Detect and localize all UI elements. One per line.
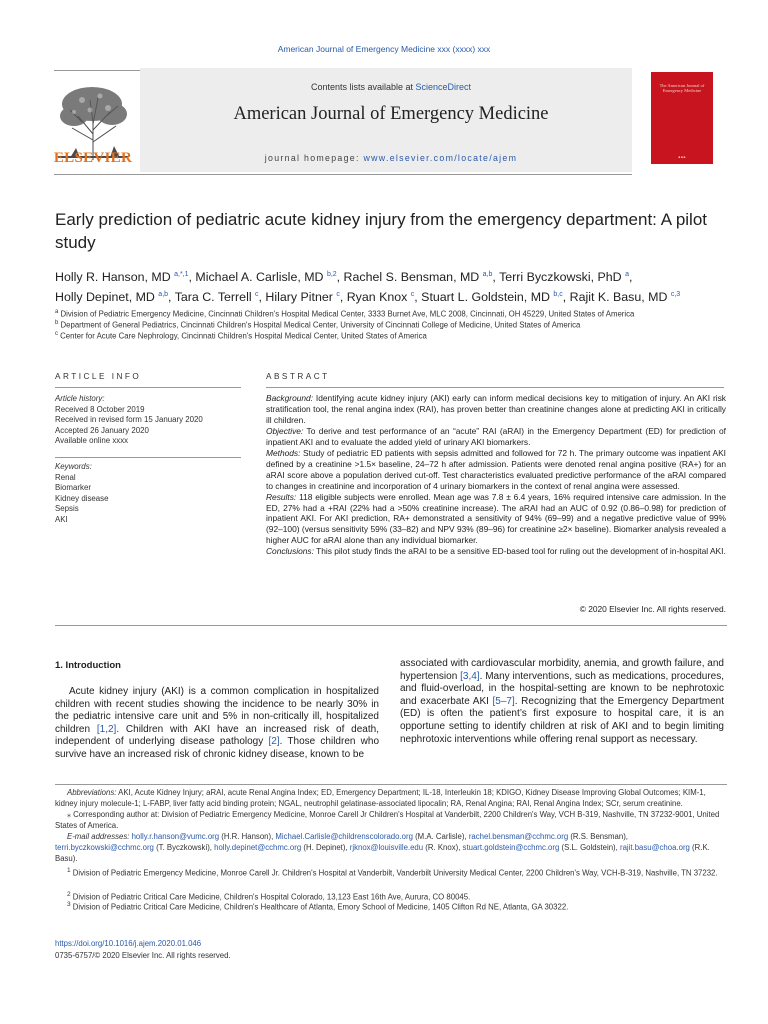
affiliation	[55, 329, 735, 342]
footnote	[55, 900, 727, 913]
abstract-body	[266, 393, 726, 557]
reference-link[interactable]: rajit.basu@choa.org	[619, 842, 690, 852]
text-run: (R.K. Basu).	[55, 842, 710, 863]
article-history	[55, 394, 241, 447]
author-affiliation-marker[interactable]: a,b	[482, 271, 493, 278]
author-name: ,	[628, 270, 633, 285]
journal-cover-image	[651, 72, 713, 164]
abstract-bottom-rule	[55, 625, 727, 626]
reference-link[interactable]: [5–7]	[492, 695, 515, 707]
abstract-section-text: Identifying acute kidney injury (AKI) early can inform medical decisions key to mitigation of injury. An AKI risk stratification tool, the renal angina index (RAI), has proven better than creatinine changes alone at predicting AKI in critically ill children.	[266, 393, 726, 425]
reference-link[interactable]: rjknox@louisville.edu	[349, 842, 424, 852]
author-list	[55, 266, 735, 306]
footnote-marker: 3	[67, 901, 71, 908]
abstract-section-label: Results:	[266, 491, 297, 502]
author-name: , Rajit K. Basu, MD	[562, 290, 671, 305]
footnote-corresponding: ⁎ Corresponding author at: Division of Pediatric Emergency Medicine, Monroe Carell Jr Children's Hospital at Vanderbilt, 2200 Children's Way, VCH B-319, Nashville, TN 37232-9001, United States of America.	[55, 810, 720, 830]
running-header[interactable]: American Journal of Emergency Medicine xxx (xxxx) xxx	[277, 44, 491, 54]
affiliation-text: Center for Acute Care Nephrology, Cincinnati Children's Hospital Medical Center, United States of America	[58, 331, 427, 341]
author-name: , Stuart L. Goldstein, MD	[414, 290, 554, 305]
cover-title: The American Journal of Emergency Medicine	[659, 83, 705, 94]
keywords	[55, 462, 241, 526]
keyword: AKI	[55, 514, 68, 524]
abstract-section	[266, 546, 726, 557]
text-run: . Recognizing that the Emergency Department (ED) is often the patient’s first exposure to hospital care, it is an opportune setting to identify children at risk of AKI and to begin limiting nephrotoxic interventions while offering renal support as necessary.	[400, 695, 724, 745]
footnote-text: Division of Pediatric Critical Care Medicine, Children's Hospital Colorado, 13,123 East 16th Ave, Aurura, CO 80045.	[70, 892, 471, 902]
run-label: E-mail addresses:	[67, 832, 130, 841]
reference-link[interactable]: [3,4]	[460, 670, 480, 682]
author-name: , Michael A. Carlisle, MD	[188, 270, 327, 285]
author-name: , Terri Byczkowski, PhD	[492, 270, 626, 285]
intro-right-column	[400, 658, 724, 746]
reference-link[interactable]: holly.r.hanson@vumc.org	[131, 832, 220, 841]
abstract-copyright: © 2020 Elsevier Inc. All rights reserved.	[579, 604, 726, 614]
abstract-section	[266, 393, 726, 426]
author-name: Holly Depinet, MD	[55, 290, 159, 305]
abstract-section-label: Methods:	[266, 447, 301, 458]
contents-line	[232, 82, 550, 92]
footnote-marker: 1	[67, 867, 71, 874]
footnote-abbreviations	[55, 788, 727, 810]
abstract-section	[266, 492, 726, 547]
intro-left-column	[55, 686, 379, 762]
abstract-section-label: Background:	[266, 393, 314, 403]
text-run: . Those children who survive have an increased risk of chronic kidney disease, known to be	[55, 736, 380, 760]
elsevier-wordmark: ELSEVIER	[53, 150, 133, 166]
history-item: Received in revised form 15 January 2020	[55, 415, 203, 425]
reference-link[interactable]: Michael.Carlisle@childrenscolorado.org	[275, 832, 413, 841]
text-run: (R. Knox),	[423, 842, 463, 852]
text-run: . Children with AKI have an increased risk of death, independent of underlying disease pathology	[55, 723, 379, 748]
text-run: (T. Byczkowski),	[153, 842, 215, 852]
cover-detail: ■ ■ ■	[678, 155, 686, 160]
history-item: Accepted 26 January 2020	[55, 425, 149, 435]
abstract-section	[266, 448, 726, 492]
author-name: Holly R. Hanson, MD	[55, 270, 175, 285]
footnote	[55, 866, 727, 879]
author-affiliation-marker[interactable]: a	[625, 271, 629, 278]
article-info-heading: ARTICLE INFO	[55, 372, 142, 381]
abstract-section-label: Objective:	[266, 425, 304, 436]
footnote-rule	[55, 784, 727, 785]
reference-link[interactable]: holly.depinet@cchmc.org	[214, 842, 302, 852]
text-run: (H.R. Hanson),	[219, 832, 276, 841]
text-run: associated with cardiovascular morbidity, anemia, and growth failure, and hypertension	[400, 658, 724, 682]
journal-title: American Journal of Emergency Medicine	[233, 104, 549, 124]
reference-link[interactable]: terri.byczkowski@cchmc.org	[55, 842, 154, 852]
affiliation-marker: a	[55, 309, 59, 315]
authors-line-1	[55, 266, 735, 286]
affiliation-text: Division of Pediatric Emergency Medicine, Cincinnati Children's Hospital Medical Center, 3333 Burnet Ave, MLC 2008, Cincinnati, OH 45229, United States of America	[58, 309, 635, 319]
author-affiliation-marker[interactable]: c,3	[670, 291, 681, 299]
author-name: , Rachel S. Bensman, MD	[336, 270, 483, 285]
header-bottom-rule	[54, 174, 632, 175]
article-info-rule	[55, 387, 241, 388]
authors-line-2	[55, 286, 735, 306]
author-name: , Tara C. Terrell	[168, 290, 256, 305]
reference-link[interactable]: [1,2]	[96, 723, 117, 735]
abstract-section-text: This pilot study finds the aRAI to be a sensitive ED-based tool for ruling out the development of in-hospital AKI.	[313, 546, 726, 557]
section-heading-introduction: 1. Introduction	[55, 660, 121, 671]
reference-link[interactable]: stuart.goldstein@cchmc.org	[462, 842, 560, 852]
article-title: Early prediction of pediatric acute kidney injury from the emergency department: A pilot study	[55, 210, 708, 252]
author-affiliation-marker[interactable]: c	[410, 291, 415, 299]
text-run: AKI, Acute Kidney Injury; aRAI, acute Renal Angina Index; ED, Emergency Department; IL-18, Interleukin 18; KDIGO, Kidney Disease Improving Global Outcomes; KIM-1, kidney injury molecule-1; L-FABP, liver fatty acid binding protein; NGAL, neutrophil gelatinase-associated lipocalin; RA, Renal Angina; RAI, Renal Angina Index; SCr, serum creatinine.	[55, 788, 706, 808]
footnote-text: Division of Pediatric Emergency Medicine, Monroe Carell Jr. Children's Hospital at Vanderbilt, Vanderbilt University Medical Center, 2200 Children's Way, VCH-B-319, Nashville, TN 37232.	[70, 868, 718, 878]
abstract-section-label: Conclusions:	[266, 546, 314, 557]
author-affiliation-marker[interactable]: c	[336, 291, 340, 299]
footnote-text: Division of Pediatric Critical Care Medicine, Children's Healthcare of Atlanta, Emory School of Medicine, 1405 Clifton Rd NE, Atlanta, GA 30322.	[70, 902, 569, 912]
keyword: Kidney disease	[55, 493, 109, 503]
author-affiliation-marker[interactable]: a,b	[158, 291, 169, 299]
history-item: Available online xxxx	[55, 436, 129, 446]
text-run: (S.L. Goldstein),	[559, 842, 620, 852]
reference-link[interactable]: rachel.bensman@cchmc.org	[468, 832, 569, 841]
abstract-section-text: To derive and test performance of an “acute” RAI (aRAI) in the Emergency Department (ED) for prediction of inpatient AKI and to evaluate the added yield of urinary AKI biomarkers.	[266, 425, 726, 447]
text-run: (R.S. Bensman),	[568, 832, 628, 841]
text-run: Acute kidney injury (AKI) is a common complication in hospitalized children with recent studies showing the incidence to be nearly 30% in the pediatric intensive care unit and 5% in non-critically ill, hospitalized children	[55, 686, 379, 735]
author-name: , Ryan Knox	[339, 290, 411, 305]
reference-link[interactable]: [2]	[268, 736, 280, 748]
text-run: . Many interventions, such as medications, procedures, and fluid-overload, in the hospital-setting are known to be nephrotoxic and exacerbate AKI	[400, 670, 724, 707]
history-item: Received 8 October 2019	[55, 404, 145, 414]
affiliation-marker: b	[55, 320, 59, 326]
run-label: Abbreviations:	[67, 788, 117, 797]
contents-prefix: Contents lists available at	[310, 82, 416, 92]
keyword: Biomarker	[55, 483, 91, 493]
footnote-marker: 2	[67, 891, 71, 898]
abstract-heading: ABSTRACT	[266, 372, 330, 381]
abstract-rule	[266, 387, 724, 388]
doi-link[interactable]: https://doi.org/10.1016/j.ajem.2020.01.046	[55, 939, 202, 948]
text-run: (H. Depinet),	[301, 842, 350, 852]
author-affiliation-marker[interactable]: c	[255, 291, 259, 299]
author-affiliation-marker[interactable]: b,2	[326, 271, 337, 278]
abstract-section	[266, 426, 726, 448]
abstract-section-text: 118 eligible subjects were enrolled. Mean age was 7.8 ± 6.4 years, 16% required intensive care admission. In the ED, 27% had a +RAI (22% had a >50% creatinine increase). The aRAI had an AUC of 0.92 (0.86–0.98) for prediction of inpatient AKI. For AKI prediction, RA+ demonstrated a sensitivity of 94% (69–99) and a negative predictive value of 99% (92–100) (versus sensitivity 59% (33–82) and NPV 93% (89–96) for creatinine ≥2× baseline). Biomarker analysis revealed a higher AUC for aRAI alone than any individual biomarker.	[266, 491, 726, 546]
history-label: Article history:	[55, 394, 105, 403]
keyword: Sepsis	[55, 504, 79, 514]
issn-copyright: 0735-6757/© 2020 Elsevier Inc. All rights reserved.	[55, 951, 231, 960]
homepage-prefix: journal homepage:	[264, 153, 364, 163]
homepage-link[interactable]: www.elsevier.com/locate/ajem	[363, 153, 518, 163]
author-name: , Hilary Pitner	[258, 290, 337, 305]
journal-homepage	[180, 153, 602, 163]
keyword: Renal	[55, 472, 76, 482]
author-affiliation-marker[interactable]: b,c	[553, 291, 563, 299]
abstract-section-text: Study of pediatric ED patients with sepsis admitted and followed for 72 h. The primary outcome was inpatient AKI defined by a creatinine >1.5× baseline, 24–72 h after admission. Patients were denoted renal angina positive (RA+) for an aRAI score above a population derived cut-off. Test characteristics evaluated predictive performance of the aRAI compared to changes in creatinine and incorporation of 4 urinary biomarkers in the context of renal angina were assessed.	[266, 447, 726, 491]
footnote-emails	[55, 832, 727, 864]
keywords-label: Keywords:	[55, 462, 92, 471]
affiliation-marker: c	[55, 331, 58, 337]
affiliation-text: Department of General Pediatrics, Cincinnati Children's Hospital Medical Center, University of Cincinnati College of Medicine, United States of America	[58, 320, 581, 330]
sciencedirect-link[interactable]: ScienceDirect	[415, 82, 472, 92]
author-affiliation-marker[interactable]: a,*,1	[174, 271, 189, 278]
text-run: (M.A. Carlisle),	[412, 832, 469, 841]
article-info-divider	[55, 457, 241, 458]
